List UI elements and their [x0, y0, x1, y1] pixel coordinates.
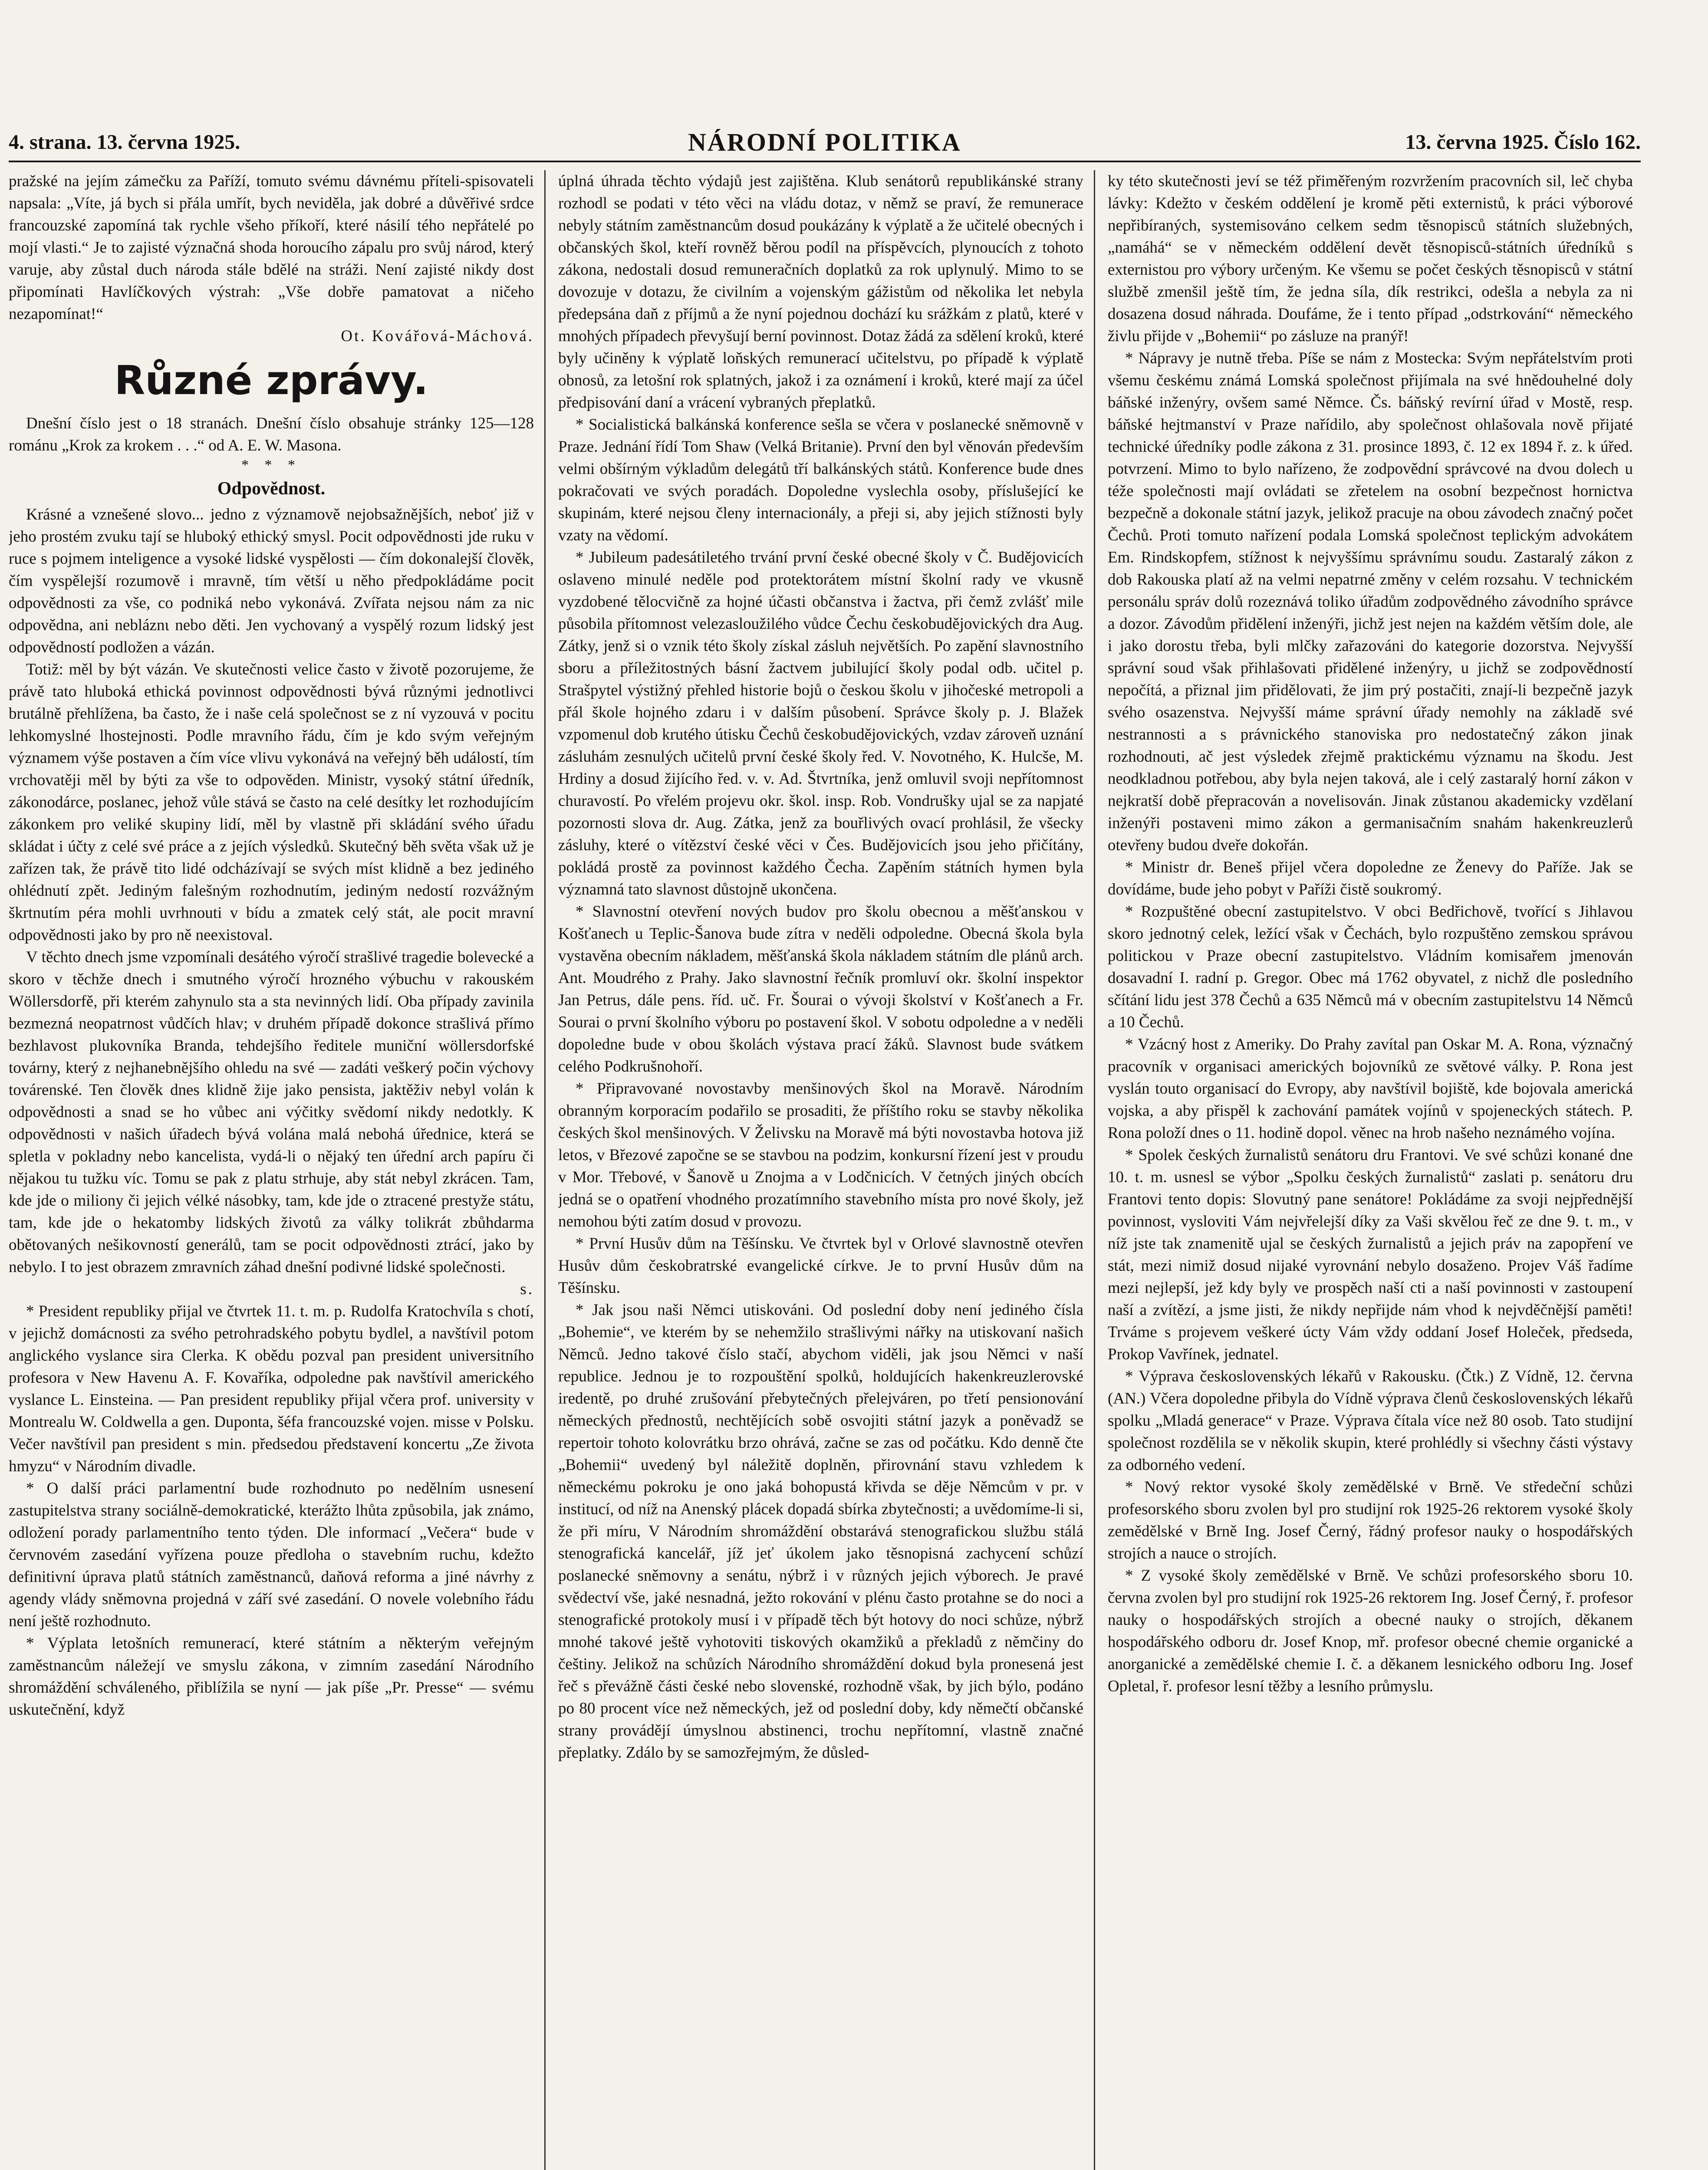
news-item: * Nápravy je nutně třeba. Píše se nám z Mostecka: Svým nepřátelstvím proti všemu českému známá Lomská společnost přijímala na své hnědouhelné doly báňské inženýry, ovšem samé Němce. Čs. báňský revírní úřad v Mostě, resp. báňské hejtmanství v Praze nařídilo, aby společnost ohlašovala nově přijaté technické úředníky podle zákona z 31. prosince 1893, č. 12 ex 1894 ř. z. k úřed. potvrzení. Mimo to bylo nařízeno, že zodpovědní správcové na dvou dolech u téže společnosti mají ovládati se zřetelem na osobní bezpečnost hornictva bezpečně a dokonale státní jazyk, jelikož pracuje na obou závodech značný počet Čechů. Proti tomuto nařízení podala Lomská společnost teplickým advokátem Em. Rindskopfem, stížnost k nejvyššímu správnímu soudu. Zastaralý zákon z dob Rakouska platí až na velmi nepatrné změny v celém rozsahu. V technickém personálu správ dolů rozeznává toliko úřadům zodpovědného závodního správce a dozor. Závodům přidělení inženýři, jichž jest nejen na každém větším dole, ale i jako dorostu třeba, byli mlčky zařazováni do kategorie dozorstva. Nejvyšší správní soud však přihlašovati přidělené inženýry, u jichž se zodpovědností nepočítá, a přiznal jim přidělovati, že jim prý postačiti, znají-li bezpečně jazyk svého osazenstva. Nejvyšší máme správní úřady nemohly na základě své nestrannosti a s právnického stanoviska pro nedostatečný zákon jinak rozhodnouti, ač jest výsledek zřejmě praktickému významu na škodu. Jest neodkladnou potřebou, aby byla nejen taková, ale i celý zastaralý horní zákon v nejkratší době přepracován a novelisován. Jinak zůstanou akademicky vzdělaní inženýři postaveni mimo zákon a germanisačním snahám hakenkreuzlerů otevřeny budou dveře dokořán.: [1108, 349, 1633, 854]
news-item: * Připravované novostavby menšinových škol na Moravě. Národním obranným korporacím podařilo se prosaditi, že příštího roku se stavby několika českých škol menšinových. V Želivsku na Moravě má býti novostavba hotova již letos, v Březové započne se se stavbou na podzim, konkursní řízení jest v proudu v Mor. Třebové, v Šanově u Znojma a v Lodčnicích. V četných jiných obcích jedná se o opatření vhodného prozatímního stavebního místa pro nové školy, jež nemohou býti zatím dosud v provozu.: [558, 1080, 1083, 1230]
article-signature: Ot. Kovářová-Máchová.: [341, 327, 534, 345]
column-3: [1108, 170, 1633, 2170]
news-item: * President republiky přijal ve čtvrtek 11. t. m. p. Rudolfa Kratochvíla s chotí, v jejichž domácnosti za svého petrohradského pobytu bydlel, a navštívil potom anglického vyslance sira Clerka. K obědu pozval pan president universitního profesora v New Havenu A. F. Kovaříka, odpoledne pak navštívil amerického vyslance L. Einsteina. — Pan president republiky přijal včera prof. university v Montrealu W. Coldwella a gen. Duponta, šéfa francouzské vojen. misse v Polsku. Večer navštívil pan president s min. předsedou představení koncertu „Ze života hmyzu“ v Národním divadle.: [9, 1302, 534, 1475]
notice-paragraph: Dnešní číslo jest o 18 stranách. Dnešní číslo obsahuje stránky 125—128 románu „Krok za krokem . . .“ od A. E. W. Masona.: [9, 414, 534, 454]
issue-date-number: 13. června 1925. Číslo 162.: [1405, 131, 1641, 154]
news-item-continuation: úplná úhrada těchto výdajů jest zajištěna. Klub senátorů republikánské strany rozhodl se podati v této věci na vládu dotaz, v němž se praví, že remunerace nebyly státním zaměstnancům dosud poukázány k výplatě a že učitelé obecných i občanských škol, kteří rovněž běrou podíl na příspěvcích, plynoucích z tohoto zákona, nedostali dosud remuneračních doplatků za rok uplynulý. Mimo to se dovozuje v dotazu, že civilním a vojenským gážistům od několika let nebyla předepsána daň z příjmů a že nyní pojednou dochází ku srážkám z platů, které v mnohých případech převyšují berní povinnost. Dotaz žádá za sdělení kroků, které byly učiněny k výplatě loňských remunerací učitelstvu, po případě k výplatě obnosů, za letošní rok splatných, jakož i za oznámení i kroků, které mají za účel předpisování daní a vrácení vybraných přeplatků.: [558, 172, 1083, 411]
news-item: * Vzácný host z Ameriky. Do Prahy zavítal pan Oskar M. A. Rona, význačný pracovník v organisaci amerických bojovníků ze světové války. P. Rona jest vyslán touto organisací do Evropy, aby navštívil bojiště, kde bojovala americká vojska, a aby přispěl k zachování památek vojínů v spojeneckých státech. P. Rona položí dnes o 11. hodině dopol. věnec na hrob našeho neznámého vojína.: [1108, 1036, 1633, 1142]
news-item: * Ministr dr. Beneš přijel včera dopoledne ze Ženevy do Paříže. Jak se dovídáme, bude jeho pobyt v Paříži čistě soukromý.: [1108, 858, 1633, 898]
news-item: * Jubileum padesátiletého trvání první české obecné školy v Č. Budějovicích oslaveno minulé neděle pod protektorátem místní školní rady ve vkusně vyzdobené tělocvičně za hojné účasti občanstva i žactva, při čemž zvlášť mile působila přítomnost velezasloužilého vůdce Čechu českobudějovických dra Aug. Zátky, jenž si o vznik této školy získal zásluh největších. Po zapění slavnostního sboru a příležitostných básní žactvem jubilující školy podal odb. učitel p. Strašpytel výstižný přehled historie bojů o českou školu v jihočeské metropoli a přál škole hojného zdaru i v dalším působení. Správce školy p. J. Blažek vzpomenul dob krutého útisku Čechů českobudějovických, vzdav zároveň uznání zásluhám zesnulých učitelů první české školy řed. V. Novotného, K. Hulcše, M. Hrdiny a dosud žijícího řed. v. v. Ad. Štvrtníka, jenž omluvil svoji nepřítomnost churavostí. Po vřelém projevu okr. škol. insp. Rob. Vondrušky ujal se za napjaté pozornosti slova dr. Aug. Zátka, jenž za bouřlivých ovací prohlásil, že všecky zásluhy, které o vítězství české věci v Čes. Budějovicích jsou jeho přičítány, pokládá prostě za povinnost každého Čecha. Zapěním státních hymen byla významná tato slavnost důstojně ukončena.: [558, 549, 1083, 898]
page-number-date: 4. strana. 13. června 1925.: [9, 131, 240, 154]
news-item: * Z vysoké školy zemědělské v Brně. Ve schůzi profesorského sboru 10. června zvolen byl pro studijní rok 1925-26 rektorem Ing. Josef Černý, ř. profesor nauky o hospodářských strojích a obecné nauky o strojích, děkanem hospodářského odboru dr. Josef Knop, mř. profesor obecné chemie organické a anorganické a zemědělské chemie I. č. a děkanem lesnického odboru Ing. Josef Opletal, ř. profesor lesní těžby a lesního průmyslu.: [1108, 1567, 1633, 1695]
newspaper-title: NÁRODNÍ POLITIKA: [688, 128, 961, 156]
news-item: * Spolek českých žurnalistů senátoru dru Frantovi. Ve své schůzi konané dne 10. t. m. usnesl se výbor „Spolku českých žurnalistů“ zaslati p. senátoru dru Frantovi tento dopis: Slovutný pane senátore! Pokládáme za svoji nejpřednější povinnost, vysloviti Vám nejvřelejší díky za Vaši skvělou řeč ze dne 9. t. m., v níž jste tak znamenitě ujal se českých žurnalistů a jejich práv na zapopření ve stát, mezi nimiž dosud nijaké vyrovnání nebylo dosaženo. Projev Váš řadíme mezi nejlepší, jež kdy byly ve prospěch naší cti a naší povinnosti v zastoupení naší a zvítězí, a jsme jisti, že nikdy nepřijde nám vhod k nejvděčnější paměti! Trváme s projevem veškeré úcty Vám vždy oddaní Josef Holeček, předseda, Prokop Vavřínek, jednatel.: [1108, 1146, 1633, 1363]
column-divider: [1094, 170, 1095, 2170]
news-item: * Výprava československých lékařů v Rakousku. (Čtk.) Z Vídně, 12. června (AN.) Včera dopoledne přibyla do Vídně výprava členů československých lékařů spolku „Mladá generace“ v Praze. Výprava čítala více než 80 osob. Tato studijní společnost rozdělila se v několik skupin, které prohlédly si všechny části výstavy za odborného vedení.: [1108, 1368, 1633, 1474]
article-paragraph: V těchto dnech jsme vzpomínali desátého výročí strašlivé tragedie bolevecké a skoro v těchže dnech i smutného výročí hrozného výbuchu v rakouském Wöllersdorfě, při kterém zahynulo sta a sta nevinných lidí. Oba případy zavinila bezmezná neopatrnost vůdčích hlav; v druhém případě dokonce strašlivá přímo bezhlavost plukovníka Branda, tehdejšího ředitele muniční wöllersdorfské továrny, který z nejhanebnějšího ohledu na své — zadáti veškerý počin výchovy továrenské. Ten člověk dnes klidně žije jako pensista, jaktěživ nebyl volán k odpovědnosti a snad se ho vůbec ani výčitky svědomí nikdy nedotkly. K odpovědnosti v našich úřadech bývá volána malá nebohá úřednice, která se spletla v pokladny nebo kancelista, vydá-li o nějaký ten úřední arch papíru či nějakou tu tužku víc. Tomu se pak z platu strhuje, aby stát nebyl zkrácen. Tam, kde jde o miliony či jejich vélké násobky, tam, kde jde o ztracené prestyže státu, tam, kde jde o hekatomby lidských životů za války tolikrát zbůhdarma obětovaných nešikovností generálů, tam se pocit odpovědnosti ztrácí, jako by nebylo. I to jest obrazem zmravních záhad dnešní podivné lidské společnosti.: [9, 948, 534, 1276]
article-title: Odpovědnost.: [217, 479, 326, 499]
news-item-continuation: ky této skutečnosti jeví se též přiměřeným rozvržením pracovních sil, leč chyba lávky: Kdežto v českém oddělení je kromě pěti externistů, k práci výborové nepřibíraných, systemisováno celkem sedm těsnopisců státních služebných, „namáhá“ se v německém oddělení devět těsnopisců-státních úředníků s externistou pro výbory určeným. Ke všemu se počet českých těsnopisců v státní službě zmenšil ještě tím, že jedna síla, dík restrikci, odešla a nebyla za ni dosazena dosud náhrada. Doufáme, že i tento případ „odstrkování“ německého živlu přijde v „Bohemii“ po zásluze na pranýř!: [1108, 172, 1633, 345]
news-item: * Výplata letošních remunerací, které státním a některým veřejným zaměstnancům náležejí ve smyslu zákona, v zimním zasedání Národního shromáždění schváleného, přiblížila se nyní — jak píše „Pr. Presse“ — svému uskutečnění, když: [9, 1634, 534, 1719]
news-item: * Socialistická balkánská konference sešla se včera v poslanecké sněmovně v Praze. Jednání řídí Tom Shaw (Velká Britanie). První den byl věnován především velmi obšírným výkladům delegátů tří balkánských států. Konference bude dnes pokračovati ve svých poradách. Dopoledne vyslechla osoby, příslušející ke skupinám, které nejsou členy internacionály, a přeji si, aby jejich stížnosti byly vzaty na vědomí.: [558, 416, 1083, 544]
news-item: * Slavnostní otevření nových budov pro školu obecnou a měšťanskou v Košťanech u Teplic-Šanova bude zítra v neděli odpoledne. Obecná škola byla vystavěna obecním nákladem, měšťanská škola nákladem státním dle plánů arch. Ant. Moudrého z Prahy. Jako slavnostní řečník promluví okr. školní inspektor Jan Petrus, dále pens. říd. uč. Fr. Šourai o vývoji školství v Košťanech a Fr. Sourai o první školního výboru po postavení škol. V sobotu odpoledne a v neděli dopoledne bude v obou školách výstava prací žáků. Slavnost bude svátkem celého Podkrušnohoří.: [558, 903, 1083, 1075]
article-continuation: pražské na jejím zámečku za Paříží, tomuto svému dávnému příteli-spisovateli napsala: „Víte, já bych si přála umřít, bych neviděla, jak dobré a důvěřivé srdce francouzské zapomíná tak rychle všeho příkoří, které násilí tého nepřátelé po mojí vlasti.“ Je to zajisté význačná shoda horoucího zápalu pro svůj národ, který varuje, aby zůstal duch národa stále bdělé na stráži. Není zajisté nikdy dost připomínati Havlíčkových výstrah: „Vše dobře pamatovat a ničeho nezapomínat!“: [9, 172, 534, 323]
article-paragraph: Totiž: měl by být vázán. Ve skutečnosti velice často v životě pozorujeme, že právě tato hluboká ethická povinnost odpovědnosti bývá různými jednotlivci brutálně přehlížena, ba často, že i naše celá společnost se z ní vyzouvá v pocitu lehkomyslné lhostejnosti. Podle mravního řádu, čím je kdo svým veřejným významem výše postaven a čím více vlivu vykonává na veřejný běh událostí, tím vrchovatěji měl by býti za vše to odpověden. Ministr, vysoký státní úředník, zákonodárce, poslanec, jehož vůle stává se často na celé desítky let rozhodujícím zákonkem pro veliké skupiny lidí, měl by vlastně při skládání svého úřadu skládat i účty z celé své práce a z jejích výsledků. Skutečný běh světa však už je zařízen tak, že právě tito lidé odcházívají se svých míst klidně a bez jediného ohlédnutí zpět. Jediným falešným rozhodnutím, jediným nedostí rozvážným škrtnutím péra mohli uvrhnouti v bídu a zmatek celý stát, ale pocit mravní odpovědnosti jako by pro ně neexistoval.: [9, 661, 534, 944]
masthead-rule: [9, 161, 1641, 162]
news-item: * Jak jsou naši Němci utiskováni. Od poslední doby není jediného čísla „Bohemie“, ve kterém by se nehemžilo strašlivými nářky na utiskovaní našich Němců. Jedno takové číslo stačí, abychom viděli, jak jsou Němci v naší republice. Jednou je to rozpouštění spolků, holdujících hakenkreuzlerovské iredentě, po druhé zrušování přebytečných přelejváren, po třetí pensionování německých přednostů, nechtějících sobě osvojiti státní jazyk a poněvadž se repertoir tohoto kolovrátku brzo ohrává, začne se zas od počátku. Kdo denně čte „Bohemii“ uvedený byl náležitě doplněn, přirovnání stavu vzhledem k německému pokroku je ono jaká bohopustá křivda se děje Němcům v pr. v institucí, od níž na Anenský plácek dopadá sbírka zbytečnosti; a uvědomíme-li si, že při míru, V Národním shromáždění obstarává stenografickou službu stálá stenografická kancelář, jíž jeť úkolem jako těsnopisná zachycení schůzí poslanecké sněmovny a senátu, nýbrž i v různých jejich výborech. Je pravé svědectví vše, jaké nesnadná, ježto rokování v plénu často protahne se do noci a stenografické protokoly musí i v případě těch být hotovy do noci schůze, nýbrž mnohé takové ještě vyhotoviti tiskových okamžiků a překladů z němčiny do češtiny. Jelikož na schůzích Národního shromáždění dokud byla pronesená jest řeč s převážně části české nebo slovenské, rozhodně však, by jich býlo, podáno po 80 procent více než německých, jež od poslední doby, kdy němečtí občanské strany provádějí úmyslnou abstinenci, trochu nepřítomní, vlastně značné přeplatky. Zdálo by se samozřejmým, že důsled-: [558, 1301, 1083, 1762]
news-item: * O další práci parlamentní bude rozhodnuto po nedělním usnesení zastupitelstva strany sociálně-demokratické, kterážto lhůta způsobila, jak známo, odložení porady parlamentního tento týden. Dle informací „Večera“ bude v červnovém zasedání vyřízena pouze předloha o stavebním ruchu, kdežto definitivní úprava platů státních zaměstnanců, daňová reforma a jiné návrhy z agendy vlády sněmovna projedná v září své zasedání. O novele volebního řádu není ještě rozhodnuto.: [9, 1480, 534, 1630]
news-item: * Rozpuštěné obecní zastupitelstvo. V obci Bedřichově, tvořící s Jihlavou skoro jednotný celek, ležící však v Čechách, bylo rozpuštěno zemskou správou politickou v Praze obecní zastupitelstvo. Vládním komisařem jmenován dosavadní I. radní p. Gregor. Obec má 1762 obyvatel, z nichž dle posledního sčítání lidu jest 378 Čechů a 635 Němců má v obecním zastupitelstvu 14 Němců a 10 Čechů.: [1108, 903, 1633, 1031]
section-headline: Různé zprávy.: [114, 357, 428, 404]
column-divider: [544, 170, 546, 2170]
column-1: [9, 170, 534, 2170]
column-2: [558, 170, 1083, 2170]
news-item: * Nový rektor vysoké školy zemědělské v Brně. Ve středeční schůzi profesorského sboru zvolen byl pro studijní rok 1925-26 rektorem vysoké školy zemědělské v Brně Ing. Josef Černý, řádný profesor nauky o hospodářských strojích a nauce o strojích.: [1108, 1478, 1633, 1562]
article-signature: s.: [520, 1280, 534, 1298]
masthead: [9, 130, 1641, 161]
article-paragraph: Krásné a vznešené slovo... jedno z významově nejobsažnějších, neboť již v jeho prostém zvuku tají se hluboký ethický smysl. Pocit odpovědnosti jde ruku v ruce s pojmem inteligence a vysoké lidské vyspělosti — čím dokonalejší člověk, čím vyspělejší rozumově i mravně, tím větší u něho předpokládáme pocit odpovědnosti za vše, co podniká nebo vykonává. Zvířata nejsou nám za nic odpovědna, ani nebláznι nebo děti. Jen vychovaný a vyspělý rozum lidský jest odpovědností podložen a vázán.: [9, 506, 534, 656]
news-item: * První Husův dům na Těšínsku. Ve čtvrtek byl v Orlové slavnostně otevřen Husův dům českobratrské evangelické církve. Je to první Husův dům na Těšínsku.: [558, 1235, 1083, 1297]
separator-stars: * * *: [241, 457, 301, 473]
